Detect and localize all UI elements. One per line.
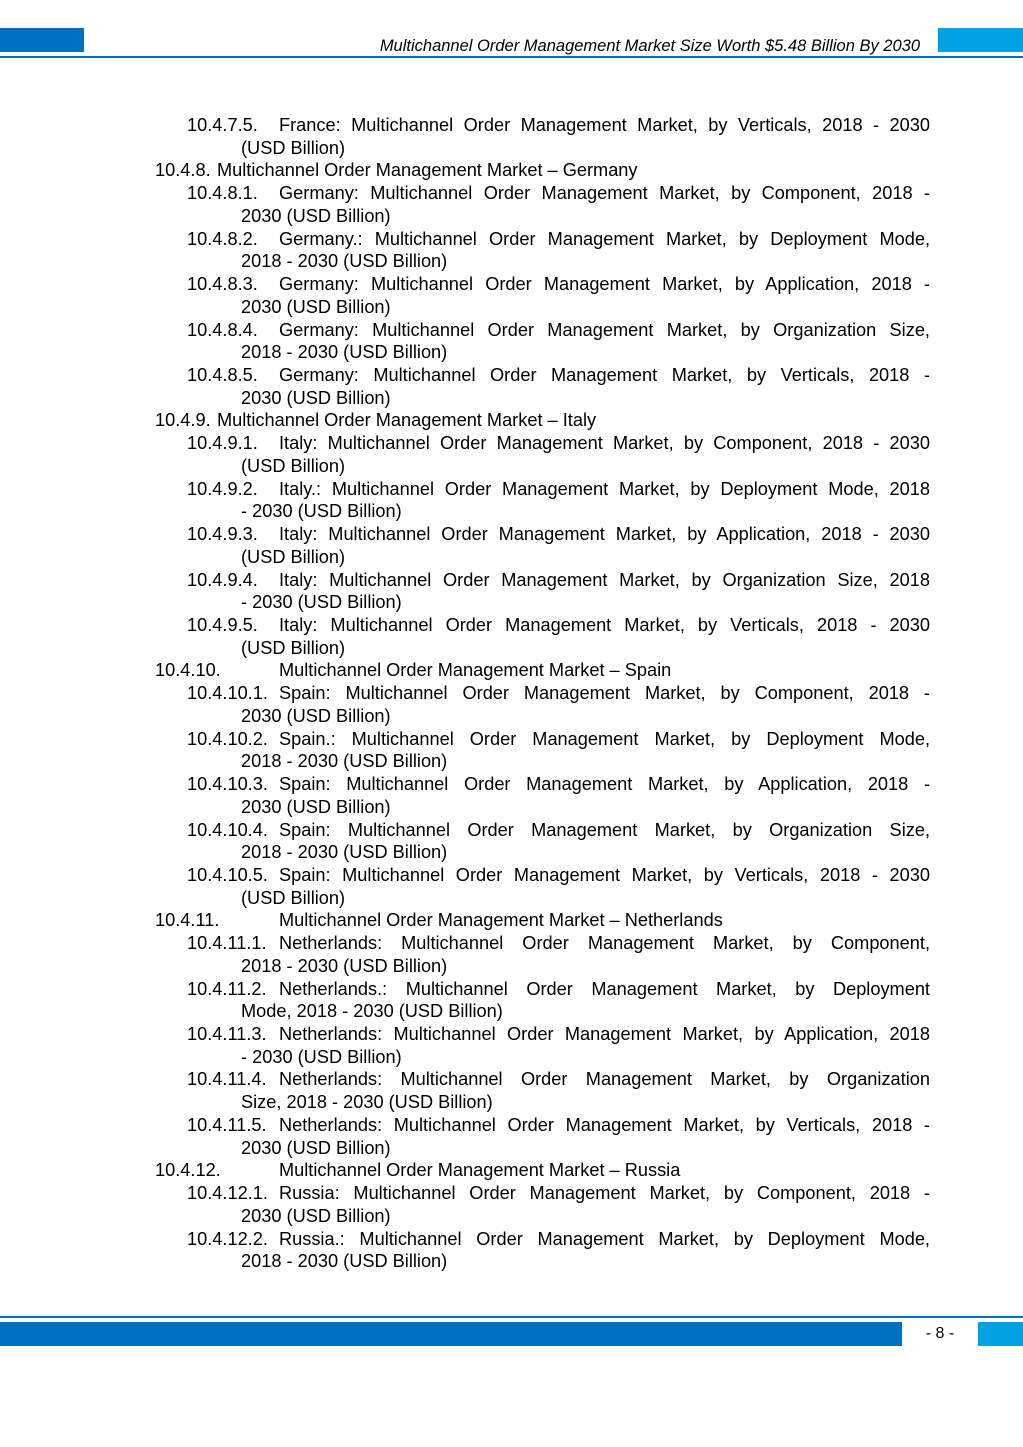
toc-subsection-item: [0, 864, 1023, 909]
toc-item-title-line1: Netherlands: Multichannel Order Management Market, by Component,: [279, 933, 930, 954]
toc-item-title-line2: Size, 2018 - 2030 (USD Billion): [241, 1092, 493, 1113]
header-accent-right: [938, 28, 1023, 52]
toc-entry-number: 10.4.7.5.: [187, 115, 258, 135]
footer-divider: [0, 1316, 1023, 1318]
toc-item-title-line2: 2030 (USD Billion): [241, 296, 391, 317]
toc-subsection-item: [0, 478, 1023, 523]
toc-item-title-line1: Spain: Multichannel Order Management Market, by Organization Size,: [279, 819, 930, 840]
toc-item-title-line2: 2030 (USD Billion): [241, 1205, 391, 1226]
toc-entry-number: 10.4.8.1.: [187, 183, 258, 204]
footer-accent-left: [0, 1322, 902, 1346]
toc-entry-number: 10.4.11.4.: [187, 1069, 267, 1090]
toc-item-title-line1: Spain: Multichannel Order Management Market, by Component, 2018 -: [279, 683, 930, 704]
header-accent-left: [0, 28, 84, 52]
header-divider: [0, 56, 1023, 58]
toc-subsection-item: [0, 1068, 1023, 1113]
toc-item-title-line2: 2030 (USD Billion): [241, 1137, 391, 1158]
toc-subsection-item: [0, 1182, 1023, 1227]
toc-entry-number: 10.4.10.1.: [187, 683, 268, 704]
toc-subsection-item: [0, 364, 1023, 409]
toc-item-title-line1: Germany.: Multichannel Order Management Market, by Deployment Mode,: [279, 228, 930, 249]
toc-section-title: Multichannel Order Management Market – Russia: [279, 1160, 681, 1181]
toc-subsection-item: [0, 773, 1023, 818]
toc-item-title-line2: 2018 - 2030 (USD Billion): [241, 842, 448, 863]
toc-item-title-line1: Italy.: Multichannel Order Management Market, by Deployment Mode, 2018: [279, 478, 930, 499]
toc-entry-number: 10.4.8.: [155, 160, 211, 181]
toc-entry-number: 10.4.11.1.: [187, 933, 267, 954]
toc-section-heading: [0, 1159, 1023, 1182]
toc-entry-number: 10.4.9.4.: [187, 569, 258, 590]
toc-subsection-item: [0, 1023, 1023, 1068]
toc-entry-number: 10.4.8.3.: [187, 274, 258, 295]
toc-subsection-item: [0, 614, 1023, 659]
toc-item-title-line1: Germany: Multichannel Order Management Market, by Component, 2018 -: [279, 183, 930, 204]
toc-subsection-item: [0, 182, 1023, 227]
toc-item-title-line2: (USD Billion): [241, 546, 346, 567]
toc-item-title-line1: Italy: Multichannel Order Management Market, by Verticals, 2018 - 2030: [279, 614, 930, 635]
toc-item-title-line2: (USD Billion): [241, 137, 346, 158]
toc-item-title-line2: - 2030 (USD Billion): [241, 592, 402, 613]
toc-subsection-item: [0, 523, 1023, 568]
toc-entry-number: 10.4.10.5.: [187, 864, 268, 885]
toc-entry-number: 10.4.8.2.: [187, 228, 258, 249]
toc-item-title-line2: 2030 (USD Billion): [241, 705, 391, 726]
toc-section-heading: [0, 909, 1023, 932]
toc-item-title-line2: 2018 - 2030 (USD Billion): [241, 1251, 448, 1272]
toc-entry-number: 10.4.12.: [155, 1160, 221, 1181]
toc-section-title: Multichannel Order Management Market – Italy: [217, 410, 597, 431]
toc-section-heading: [0, 409, 1023, 432]
toc-item-title-line1: Italy: Multichannel Order Management Market, by Component, 2018 - 2030: [279, 433, 930, 454]
toc-item-title-line1: Italy: Multichannel Order Management Market, by Organization Size, 2018: [279, 569, 930, 590]
toc-entry-number: 10.4.9.1.: [187, 433, 258, 454]
toc-section-title: Multichannel Order Management Market – Spain: [279, 660, 672, 681]
toc-item-title-line1: France: Multichannel Order Management Market, by Verticals, 2018 - 2030: [279, 115, 930, 135]
toc-item-title-line2: - 2030 (USD Billion): [241, 501, 402, 522]
toc-subsection-item: [0, 1228, 1023, 1273]
toc-subsection-item: [0, 432, 1023, 477]
toc-item-title-line1: Spain: Multichannel Order Management Market, by Application, 2018 -: [279, 774, 930, 795]
toc-subsection-item: [0, 319, 1023, 364]
page-number: - 8 -: [925, 1325, 955, 1342]
toc-item-title-line1: Spain.: Multichannel Order Management Market, by Deployment Mode,: [279, 728, 930, 749]
toc-entry-number: 10.4.10.2.: [187, 728, 268, 749]
toc-item-title-line1: Spain: Multichannel Order Management Market, by Verticals, 2018 - 2030: [279, 864, 930, 885]
toc-subsection-item: [0, 728, 1023, 773]
toc-item-title-line2: (USD Billion): [241, 887, 346, 908]
toc-item-title-line1: Russia: Multichannel Order Management Market, by Component, 2018 -: [279, 1183, 930, 1204]
toc-subsection-item: [0, 228, 1023, 273]
toc-entry-number: 10.4.10.4.: [187, 819, 268, 840]
toc-subsection-item: [0, 569, 1023, 614]
toc-item-title-line1: Germany: Multichannel Order Management Market, by Application, 2018 -: [279, 274, 930, 295]
toc-entry-number: 10.4.12.2.: [187, 1228, 268, 1249]
toc-item-title-line1: Italy: Multichannel Order Management Market, by Application, 2018 - 2030: [279, 524, 930, 545]
toc-subsection-item: [0, 819, 1023, 864]
toc-entry-number: 10.4.9.2.: [187, 478, 258, 499]
toc-item-title-line2: 2018 - 2030 (USD Billion): [241, 955, 448, 976]
toc-item-title-line1: Netherlands.: Multichannel Order Management Market, by Deployment: [279, 978, 930, 999]
toc-entry-number: 10.4.8.4.: [187, 319, 258, 340]
toc-item-title-line2: 2018 - 2030 (USD Billion): [241, 251, 448, 272]
toc-subsection-item: [0, 978, 1023, 1023]
toc-item-title-line1: Russia.: Multichannel Order Management Market, by Deployment Mode,: [279, 1228, 930, 1249]
toc-entry-number: 10.4.12.1.: [187, 1183, 268, 1204]
toc-item-title-line2: 2018 - 2030 (USD Billion): [241, 751, 448, 772]
toc-item-title-line1: Netherlands: Multichannel Order Management Market, by Verticals, 2018 -: [279, 1114, 930, 1135]
toc-item-title-line2: 2030 (USD Billion): [241, 387, 391, 408]
toc-item-title-line2: - 2030 (USD Billion): [241, 1046, 402, 1067]
toc-entry-number: 10.4.9.3.: [187, 524, 258, 545]
toc-item-title-line2: 2018 - 2030 (USD Billion): [241, 342, 448, 363]
toc-section-heading: [0, 159, 1023, 182]
toc-subsection-item: [0, 932, 1023, 977]
toc-entry-number: 10.4.11.: [155, 910, 220, 931]
toc-section-heading: [0, 659, 1023, 682]
table-of-contents: [0, 114, 1023, 1273]
toc-item-title-line2: 2030 (USD Billion): [241, 796, 391, 817]
toc-item-title-line2: 2030 (USD Billion): [241, 205, 391, 226]
toc-subsection-item: [0, 1114, 1023, 1159]
toc-entry-number: 10.4.10.3.: [187, 774, 268, 795]
toc-entry-number: 10.4.8.5.: [187, 364, 258, 385]
toc-item-title-line1: Germany: Multichannel Order Management Market, by Organization Size,: [279, 319, 930, 340]
toc-section-title: Multichannel Order Management Market – Netherlands: [279, 910, 723, 931]
toc-item-title-line2: (USD Billion): [241, 637, 346, 658]
toc-section-title: Multichannel Order Management Market – Germany: [217, 160, 638, 181]
toc-subsection-item: [0, 114, 1023, 159]
toc-item-title-line1: Germany: Multichannel Order Management Market, by Verticals, 2018 -: [279, 364, 930, 385]
toc-subsection-item: [0, 682, 1023, 727]
toc-entry-number: 10.4.11.3.: [187, 1024, 267, 1045]
document-header-title: Multichannel Order Management Market Size Worth $5.48 Billion By 2030: [379, 37, 920, 55]
toc-subsection-item: [0, 273, 1023, 318]
toc-entry-number: 10.4.9.: [155, 410, 211, 431]
toc-entry-number: 10.4.11.5.: [187, 1114, 267, 1135]
toc-entry-number: 10.4.9.5.: [187, 614, 258, 635]
toc-item-title-line1: Netherlands: Multichannel Order Management Market, by Organization: [279, 1069, 930, 1090]
toc-entry-number: 10.4.11.2.: [187, 978, 267, 999]
toc-item-title-line2: Mode, 2018 - 2030 (USD Billion): [241, 1001, 503, 1022]
footer-accent-right: [978, 1322, 1023, 1346]
toc-item-title-line1: Netherlands: Multichannel Order Management Market, by Application, 2018: [279, 1024, 930, 1045]
toc-entry-number: 10.4.10.: [155, 660, 221, 681]
toc-item-title-line2: (USD Billion): [241, 455, 346, 476]
